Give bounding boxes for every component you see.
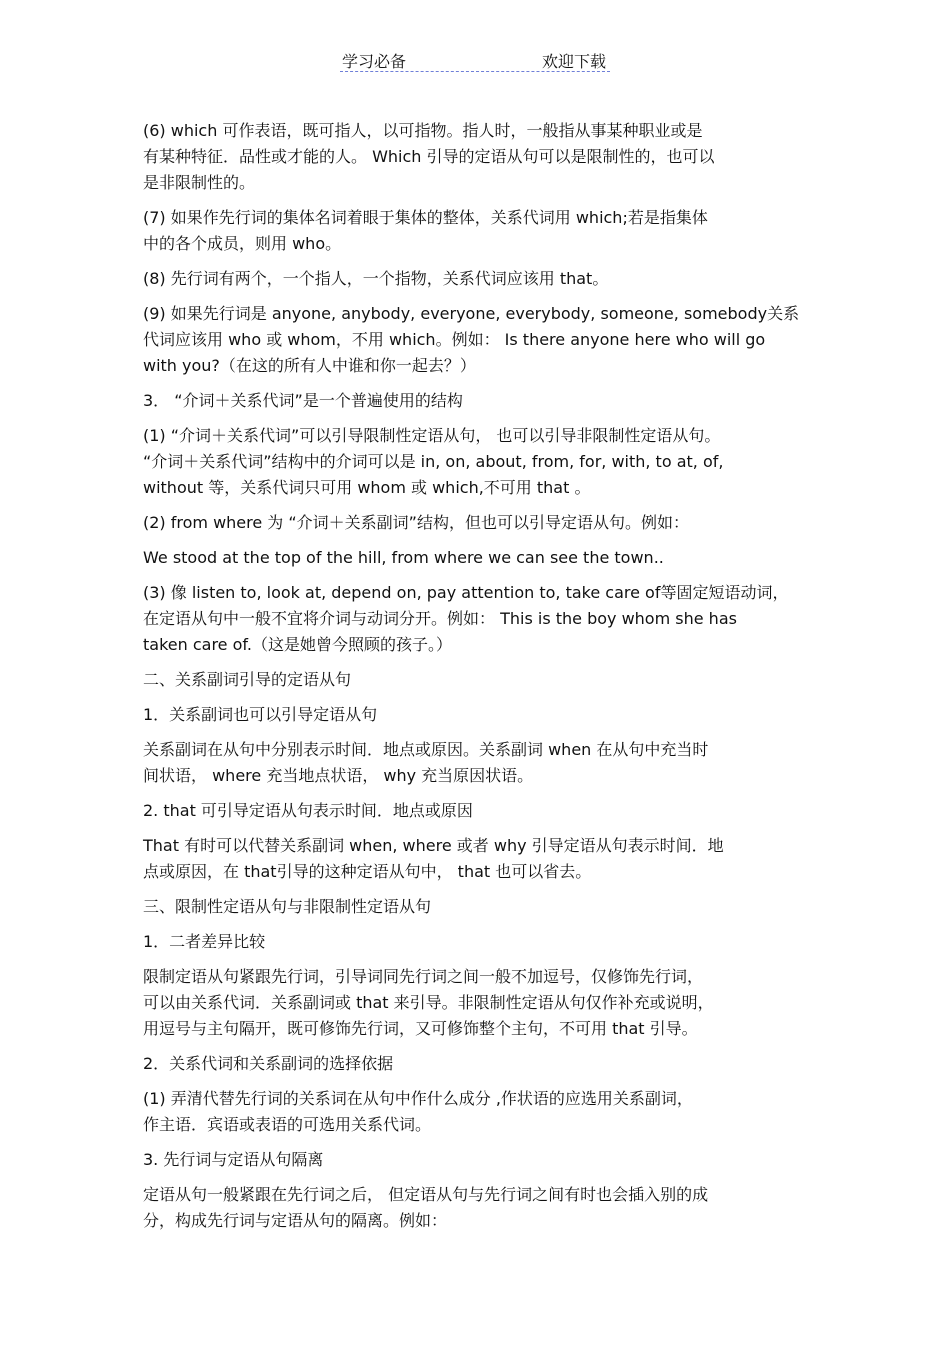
text-line: (2) from where 为 “介词＋关系副词”结构，但也可以引导定语从句。例如： xyxy=(143,513,689,532)
section-heading xyxy=(143,388,815,414)
text-line: 二、关系副词引导的定语从句 xyxy=(143,670,352,689)
text-line: 代词应该用 who 或 whom，不用 which。例如： Is there anyone here who will go xyxy=(143,330,766,349)
text-line: 点或原因，在 that引导的这种定语从句中， that 也可以省去。 xyxy=(143,862,592,881)
text-line: That 有时可以代替关系副词 when, where 或者 why 引导定语从句表示时间．地 xyxy=(143,836,724,855)
header-right-text: 欢迎下载 xyxy=(541,52,606,71)
paragraph xyxy=(143,1086,815,1138)
paragraph xyxy=(143,423,815,501)
section-heading xyxy=(143,894,815,920)
subsection-heading xyxy=(143,929,815,955)
subsection-heading xyxy=(143,798,815,824)
text-line: We stood at the top of the hill, from where we can see the town.. xyxy=(143,548,664,567)
text-line: 是非限制性的。 xyxy=(143,173,256,192)
document-body xyxy=(143,118,815,1243)
paragraph xyxy=(143,118,815,196)
text-line: 2. that 可引导定语从句表示时间．地点或原因 xyxy=(143,801,473,820)
text-line: (3) 像 listen to, look at, depend on, pay attention to, take care of等固定短语动词， xyxy=(143,583,789,602)
text-line: “介词＋关系代词”结构中的介词可以是 in, on, about, from, for, with, to at, of, xyxy=(143,452,724,471)
subsection-heading xyxy=(143,702,815,728)
text-line: 关系副词在从句中分别表示时间．地点或原因。关系副词 when 在从句中充当时 xyxy=(143,740,709,759)
text-line: (7) 如果作先行词的集体名词着眼于集体的整体，关系代词用 which;若是指集体 xyxy=(143,208,708,227)
section-heading xyxy=(143,667,815,693)
paragraph xyxy=(143,510,815,536)
paragraph xyxy=(143,580,815,658)
paragraph xyxy=(143,737,815,789)
paragraph xyxy=(143,833,815,885)
text-line: 限制定语从句紧跟先行词，引导词同先行词之间一般不加逗号，仅修饰先行词， xyxy=(143,967,704,986)
text-line: 3. 先行词与定语从句隔离 xyxy=(143,1150,324,1169)
text-line: (9) 如果先行词是 anyone, anybody, everyone, everybody, someone, somebody关系 xyxy=(143,304,800,323)
text-line: 1．二者差异比较 xyxy=(143,932,266,951)
text-line: 用逗号与主句隔开，既可修饰先行词，又可修饰整个主句，不可用 that 引导。 xyxy=(143,1019,698,1038)
paragraph xyxy=(143,266,815,292)
text-line: (6) which 可作表语，既可指人，以可指物。指人时，一般指从事某种职业或是 xyxy=(143,121,703,140)
text-line: 三、限制性定语从句与非限制性定语从句 xyxy=(143,897,432,916)
text-line: 中的各个成员，则用 who。 xyxy=(143,234,342,253)
text-line: 3． “介词＋关系代词”是一个普遍使用的结构 xyxy=(143,391,463,410)
subsection-heading xyxy=(143,1051,815,1077)
text-line: 有某种特征．品性或才能的人。 Which 引导的定语从句可以是限制性的，也可以 xyxy=(143,147,715,166)
page-header xyxy=(340,47,610,72)
text-line: 2．关系代词和关系副词的选择依据 xyxy=(143,1054,394,1073)
text-line: (8) 先行词有两个，一个指人，一个指物，关系代词应该用 that。 xyxy=(143,269,609,288)
text-line: 定语从句一般紧跟在先行词之后， 但定语从句与先行词之间有时也会插入别的成 xyxy=(143,1185,709,1204)
text-line: (1) 弄清代替先行词的关系词在从句中作什么成分 ,作状语的应选用关系副词， xyxy=(143,1089,693,1108)
text-line: 在定语从句中一般不宜将介词与动词分开。例如： This is the boy whom she has xyxy=(143,609,737,628)
paragraph xyxy=(143,301,815,379)
text-line: taken care of.（这是她曾今照顾的孩子。） xyxy=(143,635,452,654)
paragraph xyxy=(143,205,815,257)
header-left-text: 学习必备 xyxy=(342,52,407,71)
text-line: 可以由关系代词．关系副词或 that 来引导。非限制性定语从句仅作补充或说明， xyxy=(143,993,714,1012)
text-line: (1) “介词＋关系代词”可以引导限制性定语从句， 也可以引导非限制性定语从句。 xyxy=(143,426,721,445)
text-line: 分，构成先行词与定语从句的隔离。例如： xyxy=(143,1211,448,1230)
paragraph xyxy=(143,964,815,1042)
text-line: without 等，关系代词只可用 whom 或 which,不可用 that 。 xyxy=(143,478,591,497)
text-line: 间状语， where 充当地点状语， why 充当原因状语。 xyxy=(143,766,534,785)
example-sentence xyxy=(143,545,815,571)
paragraph xyxy=(143,1182,815,1234)
text-line: 1．关系副词也可以引导定语从句 xyxy=(143,705,378,724)
text-line: with you?（在这的所有人中谁和你一起去？） xyxy=(143,356,476,375)
text-line: 作主语．宾语或表语的可选用关系代词。 xyxy=(143,1115,432,1134)
subsection-heading xyxy=(143,1147,815,1173)
